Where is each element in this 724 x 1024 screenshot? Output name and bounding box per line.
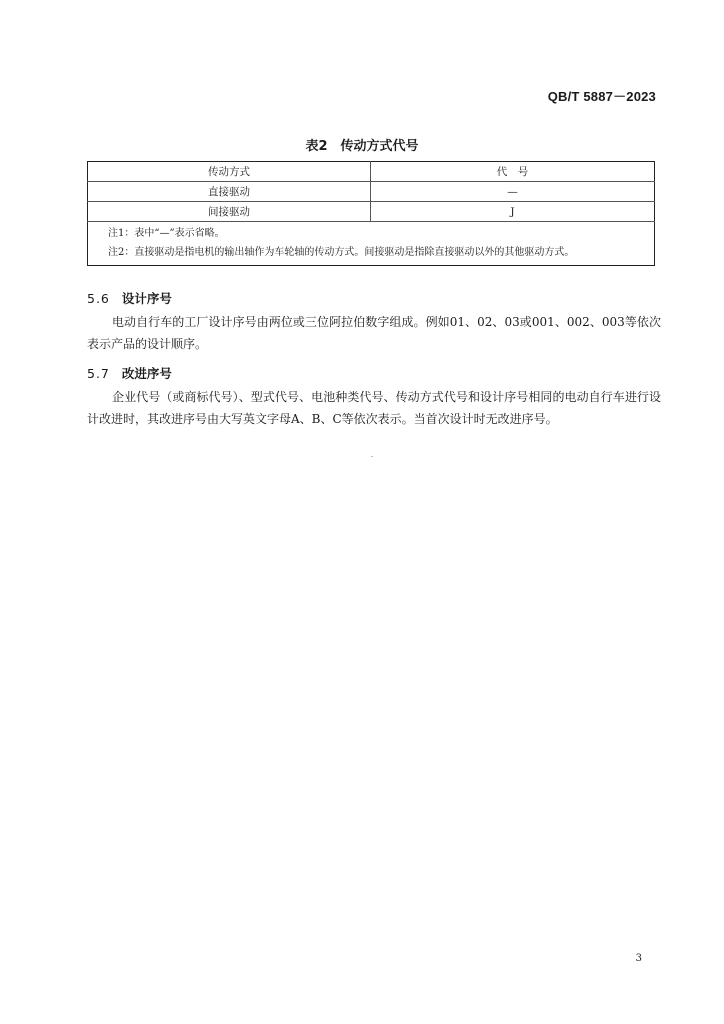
table-header-row <box>88 162 655 182</box>
table-note: 注1：表中“—”表示省略。 <box>108 228 225 239</box>
table-cell: 间接驱动 <box>88 202 371 222</box>
table-notes-row <box>88 222 655 266</box>
page-number: 3 <box>635 953 642 964</box>
table-notes <box>88 222 655 266</box>
section-paragraph-5-7: 企业代号（或商标代号）、型式代号、电池种类代号、传动方式代号和设计序号相同的电动自行车进行设计改进时，其改进序号由大写英文字母A、B、C等依次表示。当首次设计时无改进序号。 <box>87 390 661 426</box>
table-title: 表2 传动方式代号 <box>305 139 419 154</box>
section-number: 5.6 <box>87 291 110 306</box>
standard-code: QB/T 5887－2023 <box>547 89 656 104</box>
section-number: 5.7 <box>87 366 110 381</box>
table-row <box>88 182 655 202</box>
table-cell: J <box>371 202 655 222</box>
transmission-code-table <box>87 161 655 266</box>
table-row <box>88 202 655 222</box>
table-header-cell: 代 号 <box>371 162 655 182</box>
section-title: 设计序号 <box>121 291 172 306</box>
section-title: 改进序号 <box>121 366 172 381</box>
section-paragraph-5-6: 电动自行车的工厂设计序号由两位或三位阿拉伯数字组成。例如01、02、03或001、002、003等依次表示产品的设计顺序。 <box>87 315 661 351</box>
table-note: 注2：直接驱动是指电机的输出轴作为车轮轴的传动方式。间接驱动是指除直接驱动以外的其他驱动方式。 <box>108 247 575 258</box>
table-cell: — <box>371 182 655 202</box>
table-cell: 直接驱动 <box>88 182 371 202</box>
scan-speck <box>371 456 373 457</box>
table-header-cell: 传动方式 <box>88 162 371 182</box>
section-heading-5-6 <box>87 289 172 307</box>
section-heading-5-7 <box>87 364 172 382</box>
